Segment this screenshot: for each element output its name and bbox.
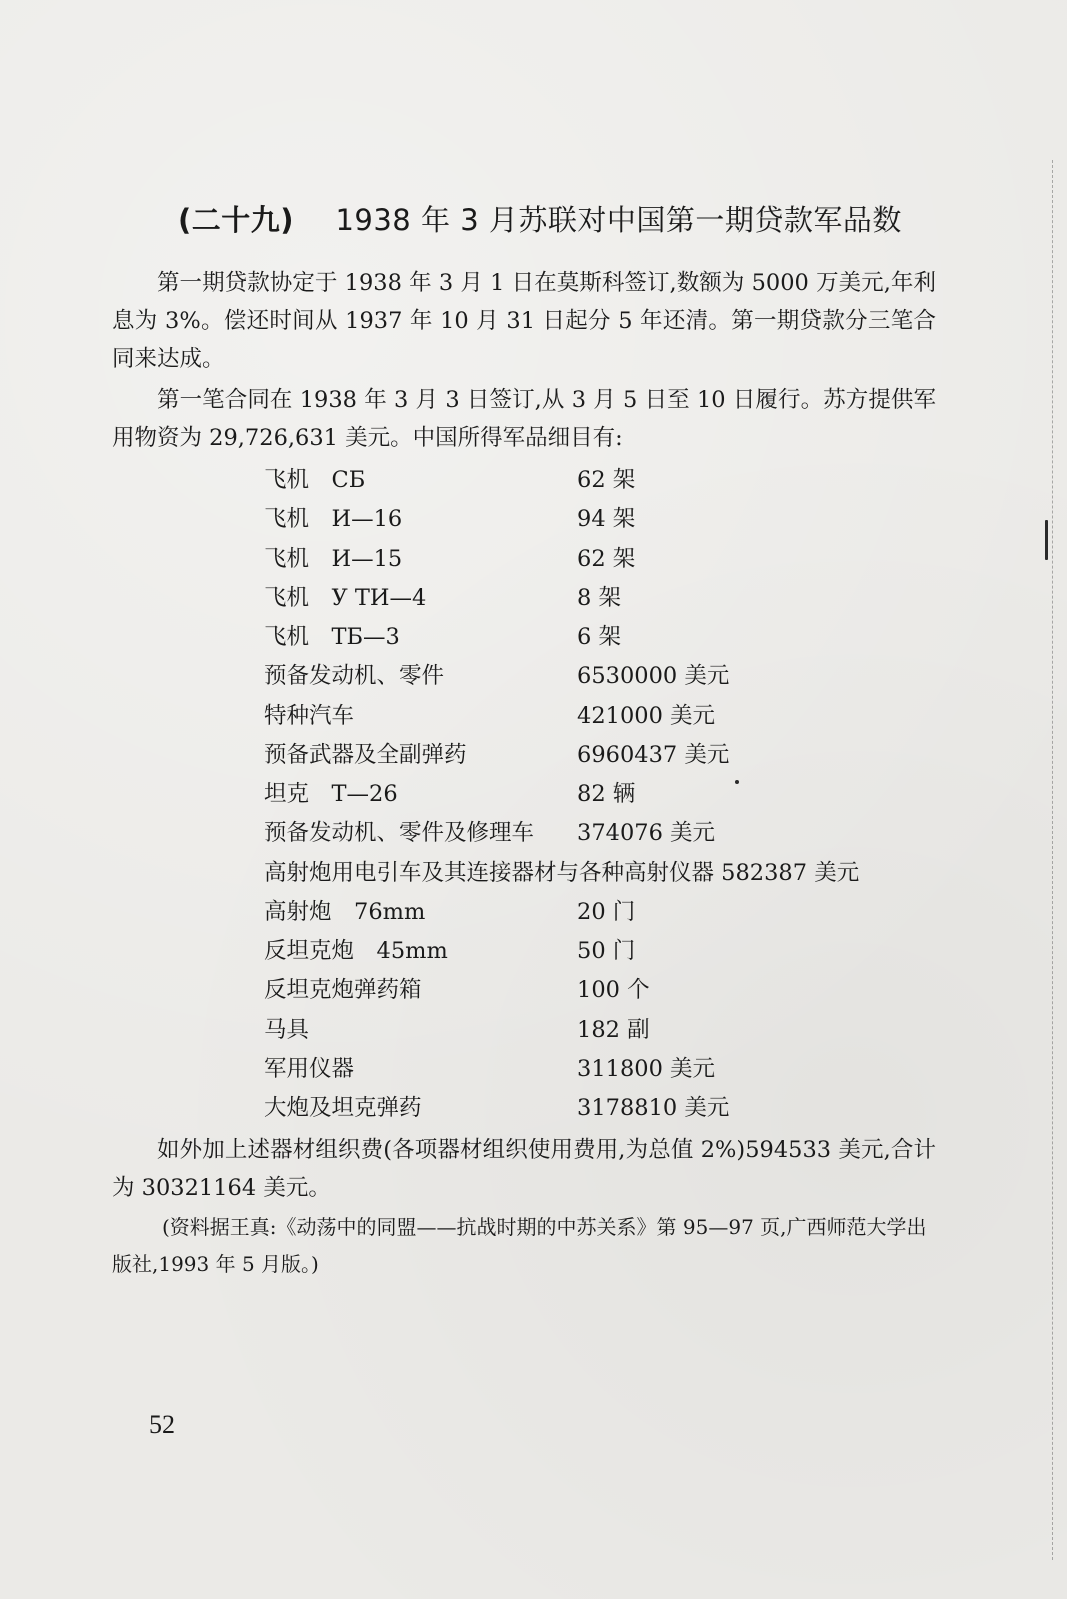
list-item [264, 775, 964, 814]
item-name: 军用仪器 [264, 1055, 355, 1082]
item-value: 6960437 美元 [577, 741, 730, 768]
source-note: (资料据王真:《动荡中的同盟——抗战时期的中苏关系》第 95—97 页,广西师范大学出版社,1993 年 5 月版。) [112, 1215, 927, 1276]
list-item [264, 1011, 964, 1050]
scan-speck [1045, 520, 1048, 560]
section-number: (二十九) [178, 203, 295, 237]
list-item [264, 971, 964, 1010]
item-name: 坦克 Т—26 [264, 781, 398, 807]
item-value: 374076 美元 [577, 820, 716, 847]
list-item [264, 814, 964, 853]
list-item [264, 932, 964, 971]
list-item [264, 736, 964, 775]
item-value: 421000 美元 [577, 702, 716, 729]
list-item [264, 579, 964, 618]
item-value: 3178810 美元 [577, 1095, 730, 1121]
item-name: 预备武器及全副弹药 [264, 741, 467, 768]
list-item [264, 540, 964, 579]
list-item [264, 697, 964, 736]
item-name: 预备发动机、零件 [264, 663, 445, 690]
item-value: 62 架 [577, 467, 636, 493]
item-name: 反坦克炮 45mm [264, 938, 448, 964]
list-item [264, 618, 964, 657]
paragraph-total: 如外加上述器材组织费(各项器材组织使用费用,为总值 2%)594533 美元,合计为 30321164 美元。 [112, 1137, 936, 1201]
item-name: 预备发动机、零件及修理车 [264, 820, 535, 847]
paragraph-first-contract: 第一笔合同在 1938 年 3 月 3 日签订,从 3 月 5 日至 10 日履行。苏方提供军用物资为 29,726,631 美元。中国所得军品细目有: [112, 387, 936, 451]
list-item [264, 854, 964, 893]
list-item [264, 500, 964, 539]
list-item [264, 657, 964, 696]
section-title [178, 198, 938, 239]
item-name: 高射炮 76mm [264, 898, 426, 925]
list-item [264, 893, 964, 932]
page-number: 52 [149, 1410, 175, 1439]
item-name: 飞机 СБ [264, 467, 366, 493]
list-item [264, 1089, 964, 1128]
item-value: 82 辆 [577, 781, 636, 807]
list-item [264, 461, 964, 500]
item-name: 飞机 У ТИ—4 [264, 584, 427, 611]
item-value: 182 副 [577, 1016, 650, 1043]
item-value: 50 门 [577, 938, 636, 964]
paragraph-loan-agreement: 第一期贷款协定于 1938 年 3 月 1 日在莫斯科签订,数额为 5000 万美元,年利息为 3%。偿还时间从 1937 年 10 月 31 日起分 5 年还清。第一期贷款分三笔合同来达成。 [112, 270, 936, 372]
item-name: 飞机 ТБ—3 [264, 624, 400, 650]
item-name: 高射炮用电引车及其连接器材与各种高射仪器 582387 美元 [264, 859, 860, 886]
item-value: 20 门 [577, 898, 636, 925]
item-value: 94 架 [577, 506, 636, 533]
item-value: 100 个 [577, 977, 650, 1004]
page-edge-shadow [1050, 160, 1053, 1560]
item-name: 大炮及坦克弹药 [264, 1095, 422, 1121]
item-name: 马具 [264, 1016, 310, 1043]
scan-speck [735, 780, 739, 784]
item-value: 62 架 [577, 545, 636, 572]
item-name: 特种汽车 [264, 702, 355, 729]
item-value: 311800 美元 [577, 1055, 716, 1082]
section-title-text: 1938 年 3 月苏联对中国第一期贷款军品数 [335, 203, 902, 237]
item-value: 6530000 美元 [577, 663, 730, 690]
item-value: 6 架 [577, 624, 621, 650]
item-name: 反坦克炮弹药箱 [264, 977, 422, 1004]
item-name: 飞机 И—15 [264, 545, 403, 572]
list-item [264, 1050, 964, 1089]
item-name: 飞机 И—16 [264, 506, 403, 533]
military-items-list [264, 461, 964, 1128]
item-value: 8 架 [577, 584, 621, 611]
